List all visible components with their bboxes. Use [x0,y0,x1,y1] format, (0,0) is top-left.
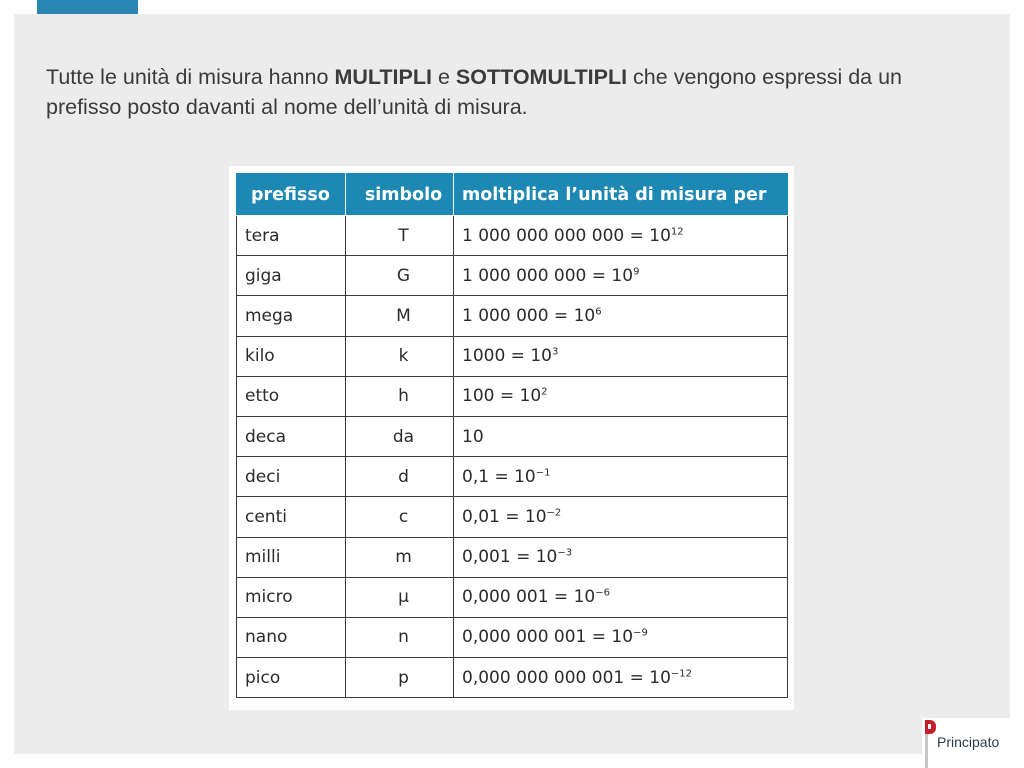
intro-bold-multipli: MULTIPLI [334,65,432,89]
cell-symbol: d [346,457,454,497]
principato-logo [922,718,1014,768]
cell-prefix: nano [237,617,346,657]
multiplier-value: 0,000 000 000 001 = 10 [462,667,671,688]
cell-prefix: mega [237,296,346,336]
multiplier-value: 10 [462,426,484,447]
multiplier-exponent: 9 [633,266,640,278]
header-simbolo: simbolo [346,174,454,216]
multiplier-value: 0,001 = 10 [462,547,558,568]
table-row [237,256,788,296]
cell-symbol: k [346,336,454,376]
cell-prefix: tera [237,216,346,256]
logo-divider [925,734,928,768]
table-row [237,537,788,577]
cell-multiplier [454,577,788,617]
multiplier-exponent: −1 [535,467,551,479]
multiplier-value: 1 000 000 000 000 = 10 [462,225,671,246]
intro-text-part2: e [431,65,456,89]
cell-prefix: etto [237,376,346,416]
intro-text-part1: Tutte le unità di misura hanno [46,65,335,89]
cell-symbol: m [346,537,454,577]
cell-multiplier [454,376,788,416]
cell-symbol: T [346,216,454,256]
cell-prefix: milli [237,537,346,577]
header-multiplier: moltiplica l’unità di misura per [454,174,788,216]
multiplier-exponent: −9 [633,627,648,639]
top-accent-bar [37,0,138,15]
table-row [237,336,788,376]
table-row [237,577,788,617]
cell-symbol: n [346,617,454,657]
multiplier-value: 1 000 000 = 10 [462,305,596,326]
cell-multiplier [454,216,788,256]
cell-prefix: giga [237,256,346,296]
multiplier-value: 0,01 = 10 [462,506,547,527]
header-prefisso: prefisso [237,174,346,216]
cell-symbol: c [346,497,454,537]
multiplier-exponent: −6 [595,587,610,599]
principato-logo-icon [925,720,936,734]
table-row [237,658,788,698]
cell-prefix: centi [237,497,346,537]
cell-symbol: µ [346,577,454,617]
cell-prefix: kilo [237,336,346,376]
cell-symbol: G [346,256,454,296]
cell-prefix: pico [237,658,346,698]
cell-symbol: da [346,416,454,456]
multiplier-exponent: 2 [541,386,548,398]
multiplier-value: 0,1 = 10 [462,466,536,487]
multiplier-exponent: 6 [595,306,602,318]
table-row [237,617,788,657]
table-body [237,216,788,698]
cell-prefix: micro [237,577,346,617]
table-row [237,457,788,497]
prefix-table [236,173,788,698]
table-row [237,497,788,537]
table-row [237,416,788,456]
cell-symbol: p [346,658,454,698]
table-row [237,216,788,256]
table-row [237,296,788,336]
cell-multiplier [454,537,788,577]
multiplier-exponent: 3 [551,346,559,358]
multiplier-exponent: −12 [670,668,693,679]
multiplier-value: 0,000 000 001 = 10 [462,627,634,648]
table-row [237,376,788,416]
prefix-table-frame [229,166,794,710]
multiplier-exponent: −2 [546,507,562,519]
cell-multiplier [454,617,788,657]
multiplier-exponent: −3 [557,547,573,559]
multiplier-value: 0,000 001 = 10 [462,587,596,608]
intro-bold-sottomultipli: SOTTOMULTIPLI [455,65,628,89]
multiplier-exponent: 12 [670,225,684,237]
cell-multiplier [454,336,788,376]
cell-symbol: h [346,376,454,416]
cell-multiplier [454,457,788,497]
cell-prefix: deca [237,416,346,456]
cell-multiplier [454,416,788,456]
cell-multiplier [454,296,788,336]
logo-text: Principato [937,734,1000,750]
cell-prefix: deci [237,457,346,497]
intro-text-part3: che vengono espressi da un prefisso posto davanti al nome dell’unità di misura. [46,65,902,119]
cell-multiplier [454,497,788,537]
multiplier-value: 1000 = 10 [462,346,552,367]
cell-multiplier [454,256,788,296]
table-header-row [237,174,788,216]
multiplier-value: 100 = 10 [462,386,542,407]
multiplier-value: 1 000 000 000 = 10 [462,265,634,286]
intro-text [46,62,946,122]
cell-symbol: M [346,296,454,336]
cell-multiplier [454,658,788,698]
